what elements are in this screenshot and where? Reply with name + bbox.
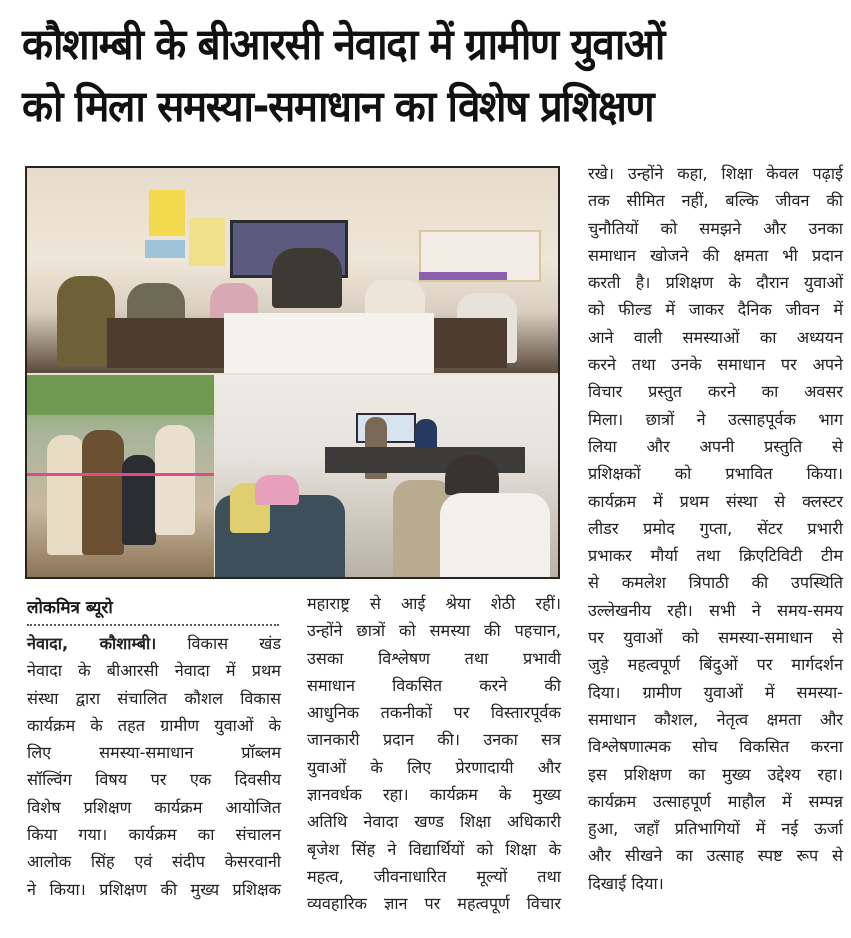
headline [22,14,793,138]
article-line: चुनौतियों को समझने और उनका [588,218,843,238]
article-column-3 [588,160,843,897]
article-line: उसका विश्लेषण तथा प्रभावी [307,648,561,668]
article-line: समाधान विकसित करने की [307,675,561,695]
article-line: लिए समस्या-समाधान प्रॉब्लम [27,743,281,763]
article-line: महाराष्ट्र से आई श्रेया शेठी रहीं। [307,594,561,613]
article-line: सॉल्विंग विषय पर एक दिवसीय [27,770,281,790]
article-line: जानकारी प्रदान की। उनका सत्र [307,730,561,750]
ribbon-cutting-photo [27,375,214,577]
article-line: और सीखने का उत्साह स्पष्ट रूप से [588,846,843,866]
article-line: जुड़े महत्वपूर्ण बिंदुओं पर मार्गदर्शन [588,655,843,675]
headline-line-1: कौशाम्बी के बीआरसी नेवादा में ग्रामीण युवाओं [22,20,664,70]
article-line: लिया और अपनी प्रस्तुति से [588,436,843,456]
classroom-session-photo [215,375,558,577]
article-line: तक सीमित नहीं, बल्कि जीवन की [588,191,843,211]
article-line: महत्व, जीवनाधारित मूल्यों तथा [307,866,561,886]
article-line: कार्यक्रम में प्रथम संस्था से क्लस्टर [588,491,843,511]
dateline: नेवादा, कौशाम्बी। [27,634,157,653]
article-line: करती है। प्रशिक्षण के दौरान युवाओं [588,273,843,293]
article-line: दिखाई दिया। [588,873,664,893]
article-line: समाधान खोजने की क्षमता भी प्रदान [588,245,843,265]
article-column-2 [307,590,561,918]
article-line: समाधान कौशल, नेतृत्व क्षमता और [588,709,843,729]
panel-discussion-photo [27,168,558,373]
article-line: संस्था द्वारा संचालित कौशल विकास [27,688,281,708]
article-line: इस प्रशिक्षण का मुख्य उद्देश्य रहा। [588,764,843,784]
article-line: विश्लेषणात्मक सोच विकसित करना [588,737,843,757]
article-line: आने वाली समस्याओं का अध्ययन [588,327,843,347]
article-line: अतिथि नेवादा खण्ड शिक्षा अधिकारी [307,812,561,832]
article-line: कार्यक्रम उत्साहपूर्ण माहौल में सम्पन्न [588,791,843,811]
article-line: ज्ञानवर्धक रहा। कार्यक्रम के मुख्य [307,785,561,805]
article-line: हुआ, जहाँ प्रतिभागियों में नई ऊर्जा [588,819,843,839]
article-line: आलोक सिंह एवं संदीप केसरवानी [27,852,281,872]
article-line: प्रशिक्षकों को प्रभावित किया। [588,464,843,484]
article-line: बृजेश सिंह ने विद्यार्थियों को शिक्षा के [307,839,561,859]
article-line: प्रभाकर मौर्या तथा क्रिएटिविटी टीम [588,546,843,566]
article-line: नेवादा के बीआरसी नेवादा में प्रथम [27,661,281,681]
article-line: को फील्ड में जाकर दैनिक जीवन में [588,300,843,320]
article-line: से कमलेश त्रिपाठी की उपस्थिति [588,573,843,593]
article-line: ने किया। प्रशिक्षण की मुख्य प्रशिक्षक [27,879,281,899]
article-line: विशेष प्रशिक्षण कार्यक्रम आयोजित [27,797,281,817]
article-line: किया गया। कार्यक्रम का संचालन [27,825,281,845]
article-line: उल्लेखनीय रही। सभी ने समय-समय [588,600,843,620]
article-line: मिला। छात्रों ने उत्साहपूर्वक भाग [588,409,843,429]
headline-line-2: को मिला समस्या-समाधान का विशेष प्रशिक्षण [22,82,654,132]
byline: लोकमित्र ब्यूरो [27,596,279,626]
article-line: लीडर प्रमोद गुप्ता, सेंटर प्रभारी [588,518,843,538]
article-column-1 [27,630,281,903]
article-line: उन्होंने छात्रों को समस्या की पहचान, [307,621,561,641]
article-line: विचार प्रस्तुत करने का अवसर [588,382,843,402]
article-line: आधुनिक तकनीकों पर विस्तारपूर्वक [307,703,561,723]
article-line: कार्यक्रम के तहत ग्रामीण युवाओं के [27,715,281,735]
photo-collage [25,166,560,579]
article-line: पर युवाओं को समस्या-समाधान से [588,628,843,648]
article-line: नेवादा, कौशाम्बी। विकास खंड [27,634,282,653]
article-line: व्यवहारिक ज्ञान पर महत्वपूर्ण विचार [307,894,561,914]
article-line: रखे। उन्होंने कहा, शिक्षा केवल पढ़ाई [588,164,843,183]
article-line: युवाओं के लिए प्रेरणादायी और [307,757,561,777]
article-line: दिया। ग्रामीण युवाओं में समस्या- [588,682,843,702]
article-line: करने तथा उनके समाधान पर अपने [588,355,843,375]
